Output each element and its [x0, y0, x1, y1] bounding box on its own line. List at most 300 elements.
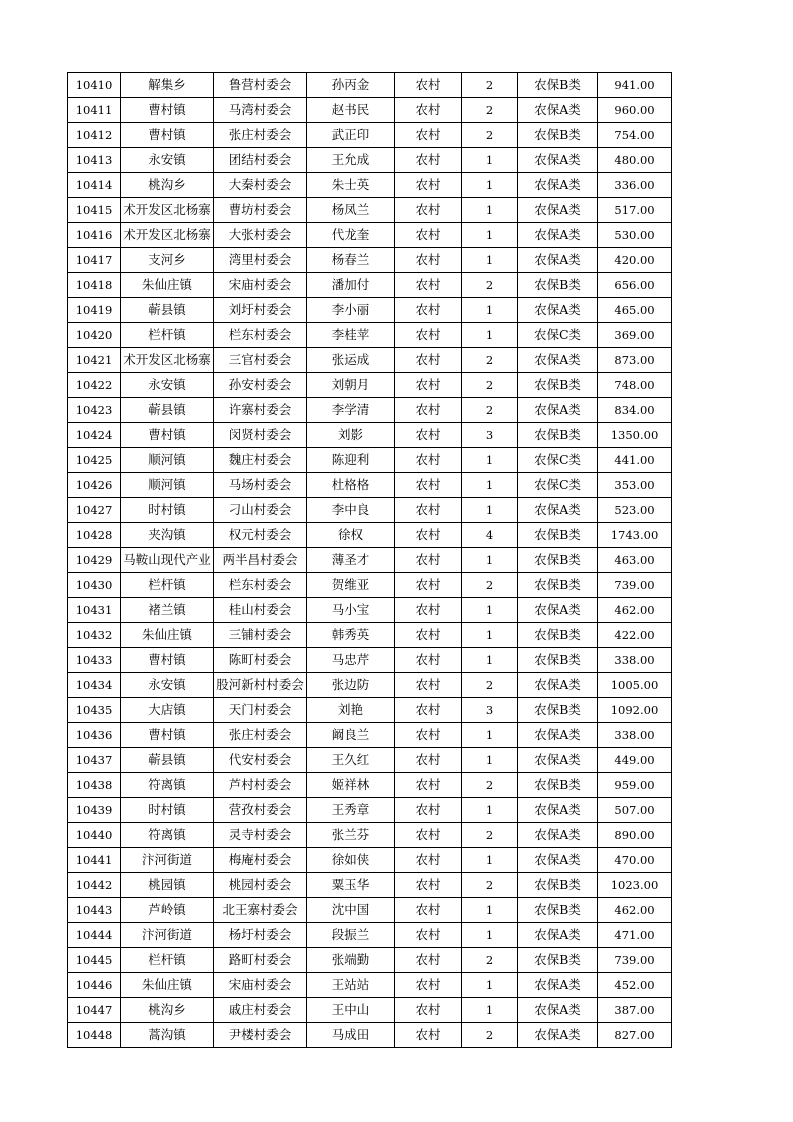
- cell-amount: 530.00: [598, 223, 672, 248]
- cell-record-id: 10417: [68, 248, 121, 273]
- table-row: [68, 573, 672, 598]
- cell-amount: 523.00: [598, 498, 672, 523]
- cell-area-type: 农村: [395, 248, 462, 273]
- cell-record-id: 10437: [68, 748, 121, 773]
- cell-record-id: 10425: [68, 448, 121, 473]
- cell-village-committee: 宋庙村委会: [214, 273, 307, 298]
- table-row: [68, 723, 672, 748]
- cell-village-committee: 芦村村委会: [214, 773, 307, 798]
- cell-household-count: 2: [462, 948, 518, 973]
- cell-township: 夹沟镇: [121, 523, 214, 548]
- cell-insurance-category: 农保A类: [518, 398, 598, 423]
- cell-household-count: 2: [462, 673, 518, 698]
- cell-insurance-category: 农保A类: [518, 223, 598, 248]
- cell-record-id: 10435: [68, 698, 121, 723]
- cell-area-type: 农村: [395, 323, 462, 348]
- cell-insurance-category: 农保B类: [518, 698, 598, 723]
- cell-township: 永安镇: [121, 673, 214, 698]
- cell-township: 支河乡: [121, 248, 214, 273]
- cell-village-committee: 权元村委会: [214, 523, 307, 548]
- cell-amount: 470.00: [598, 848, 672, 873]
- cell-insurance-category: 农保A类: [518, 848, 598, 873]
- cell-insurance-category: 农保C类: [518, 323, 598, 348]
- cell-record-id: 10423: [68, 398, 121, 423]
- cell-household-count: 2: [462, 573, 518, 598]
- cell-township: 朱仙庄镇: [121, 623, 214, 648]
- cell-household-count: 2: [462, 823, 518, 848]
- cell-record-id: 10431: [68, 598, 121, 623]
- cell-amount: 739.00: [598, 573, 672, 598]
- cell-township: 桃园镇: [121, 873, 214, 898]
- cell-person-name: 王站站: [307, 973, 395, 998]
- cell-record-id: 10447: [68, 998, 121, 1023]
- cell-person-name: 杨凤兰: [307, 198, 395, 223]
- table-row: [68, 398, 672, 423]
- cell-insurance-category: 农保A类: [518, 973, 598, 998]
- cell-household-count: 1: [462, 323, 518, 348]
- cell-person-name: 刘影: [307, 423, 395, 448]
- cell-household-count: 1: [462, 598, 518, 623]
- cell-township: 术开发区北杨寨: [121, 348, 214, 373]
- cell-village-committee: 营孜村委会: [214, 798, 307, 823]
- cell-insurance-category: 农保B类: [518, 73, 598, 98]
- table-row: [68, 748, 672, 773]
- cell-amount: 471.00: [598, 923, 672, 948]
- cell-household-count: 2: [462, 348, 518, 373]
- cell-household-count: 3: [462, 698, 518, 723]
- cell-amount: 449.00: [598, 748, 672, 773]
- cell-area-type: 农村: [395, 773, 462, 798]
- table-row: [68, 148, 672, 173]
- cell-insurance-category: 农保B类: [518, 523, 598, 548]
- cell-village-committee: 戚庄村委会: [214, 998, 307, 1023]
- cell-village-committee: 闵贤村委会: [214, 423, 307, 448]
- cell-area-type: 农村: [395, 573, 462, 598]
- cell-record-id: 10424: [68, 423, 121, 448]
- table-row: [68, 448, 672, 473]
- cell-person-name: 刘朝月: [307, 373, 395, 398]
- cell-household-count: 2: [462, 873, 518, 898]
- cell-insurance-category: 农保B类: [518, 898, 598, 923]
- table-row: [68, 823, 672, 848]
- cell-record-id: 10430: [68, 573, 121, 598]
- cell-village-committee: 魏庄村委会: [214, 448, 307, 473]
- cell-village-committee: 灵寺村委会: [214, 823, 307, 848]
- table-row: [68, 198, 672, 223]
- cell-amount: 507.00: [598, 798, 672, 823]
- table-row: [68, 498, 672, 523]
- cell-village-committee: 梅庵村委会: [214, 848, 307, 873]
- cell-person-name: 王秀章: [307, 798, 395, 823]
- cell-amount: 656.00: [598, 273, 672, 298]
- cell-township: 汴河街道: [121, 923, 214, 948]
- cell-area-type: 农村: [395, 398, 462, 423]
- cell-village-committee: 三官村委会: [214, 348, 307, 373]
- cell-village-committee: 大张村委会: [214, 223, 307, 248]
- cell-amount: 941.00: [598, 73, 672, 98]
- cell-record-id: 10433: [68, 648, 121, 673]
- cell-record-id: 10422: [68, 373, 121, 398]
- table-row: [68, 598, 672, 623]
- cell-record-id: 10448: [68, 1023, 121, 1048]
- cell-person-name: 姬祥林: [307, 773, 395, 798]
- cell-insurance-category: 农保B类: [518, 648, 598, 673]
- cell-amount: 353.00: [598, 473, 672, 498]
- cell-village-committee: 路町村委会: [214, 948, 307, 973]
- cell-area-type: 农村: [395, 473, 462, 498]
- cell-township: 顺河镇: [121, 448, 214, 473]
- cell-record-id: 10439: [68, 798, 121, 823]
- cell-record-id: 10444: [68, 923, 121, 948]
- cell-record-id: 10445: [68, 948, 121, 973]
- cell-amount: 338.00: [598, 723, 672, 748]
- cell-village-committee: 天门村委会: [214, 698, 307, 723]
- cell-township: 蕲县镇: [121, 298, 214, 323]
- cell-person-name: 杜格格: [307, 473, 395, 498]
- cell-area-type: 农村: [395, 873, 462, 898]
- table-row: [68, 523, 672, 548]
- cell-township: 术开发区北杨寨: [121, 223, 214, 248]
- cell-person-name: 粟玉华: [307, 873, 395, 898]
- cell-household-count: 1: [462, 173, 518, 198]
- cell-township: 符离镇: [121, 823, 214, 848]
- cell-record-id: 10432: [68, 623, 121, 648]
- cell-township: 曹村镇: [121, 723, 214, 748]
- cell-amount: 959.00: [598, 773, 672, 798]
- cell-household-count: 4: [462, 523, 518, 548]
- cell-area-type: 农村: [395, 373, 462, 398]
- cell-person-name: 李小丽: [307, 298, 395, 323]
- cell-amount: 462.00: [598, 898, 672, 923]
- cell-insurance-category: 农保A类: [518, 748, 598, 773]
- cell-person-name: 孙丙金: [307, 73, 395, 98]
- table-body: [68, 73, 672, 1048]
- cell-person-name: 张兰芬: [307, 823, 395, 848]
- cell-village-committee: 代安村委会: [214, 748, 307, 773]
- cell-household-count: 1: [462, 448, 518, 473]
- cell-record-id: 10419: [68, 298, 121, 323]
- cell-household-count: 2: [462, 373, 518, 398]
- cell-insurance-category: 农保B类: [518, 873, 598, 898]
- cell-village-committee: 陈町村委会: [214, 648, 307, 673]
- cell-household-count: 1: [462, 723, 518, 748]
- cell-village-committee: 刁山村委会: [214, 498, 307, 523]
- cell-insurance-category: 农保A类: [518, 998, 598, 1023]
- cell-household-count: 2: [462, 98, 518, 123]
- cell-village-committee: 宋庙村委会: [214, 973, 307, 998]
- cell-amount: 748.00: [598, 373, 672, 398]
- cell-village-committee: 三铺村委会: [214, 623, 307, 648]
- cell-insurance-category: 农保C类: [518, 473, 598, 498]
- cell-person-name: 王允成: [307, 148, 395, 173]
- cell-household-count: 2: [462, 123, 518, 148]
- cell-person-name: 张端勤: [307, 948, 395, 973]
- cell-township: 桃沟乡: [121, 998, 214, 1023]
- cell-amount: 827.00: [598, 1023, 672, 1048]
- cell-person-name: 张运成: [307, 348, 395, 373]
- cell-village-committee: 股河新村村委会: [214, 673, 307, 698]
- cell-township: 褚兰镇: [121, 598, 214, 623]
- cell-person-name: 刘艳: [307, 698, 395, 723]
- cell-amount: 1092.00: [598, 698, 672, 723]
- cell-amount: 834.00: [598, 398, 672, 423]
- cell-household-count: 1: [462, 473, 518, 498]
- cell-person-name: 韩秀英: [307, 623, 395, 648]
- table-row: [68, 98, 672, 123]
- cell-insurance-category: 农保B类: [518, 573, 598, 598]
- cell-township: 蕲县镇: [121, 748, 214, 773]
- cell-person-name: 陈迎利: [307, 448, 395, 473]
- cell-household-count: 1: [462, 998, 518, 1023]
- cell-insurance-category: 农保A类: [518, 823, 598, 848]
- cell-record-id: 10420: [68, 323, 121, 348]
- cell-amount: 422.00: [598, 623, 672, 648]
- cell-household-count: 2: [462, 1023, 518, 1048]
- cell-amount: 420.00: [598, 248, 672, 273]
- cell-person-name: 武正印: [307, 123, 395, 148]
- cell-insurance-category: 农保A类: [518, 498, 598, 523]
- table-row: [68, 848, 672, 873]
- cell-insurance-category: 农保A类: [518, 598, 598, 623]
- cell-township: 符离镇: [121, 773, 214, 798]
- cell-insurance-category: 农保B类: [518, 948, 598, 973]
- cell-township: 永安镇: [121, 373, 214, 398]
- table-row: [68, 548, 672, 573]
- cell-insurance-category: 农保B类: [518, 773, 598, 798]
- cell-area-type: 农村: [395, 748, 462, 773]
- cell-household-count: 1: [462, 898, 518, 923]
- cell-village-committee: 北王寨村委会: [214, 898, 307, 923]
- cell-township: 时村镇: [121, 498, 214, 523]
- table-row: [68, 323, 672, 348]
- cell-township: 朱仙庄镇: [121, 973, 214, 998]
- cell-amount: 336.00: [598, 173, 672, 198]
- cell-amount: 739.00: [598, 948, 672, 973]
- table-row: [68, 423, 672, 448]
- cell-area-type: 农村: [395, 898, 462, 923]
- cell-household-count: 1: [462, 198, 518, 223]
- table-row: [68, 648, 672, 673]
- cell-village-committee: 尹楼村委会: [214, 1023, 307, 1048]
- cell-household-count: 2: [462, 398, 518, 423]
- cell-person-name: 王久红: [307, 748, 395, 773]
- cell-person-name: 段振兰: [307, 923, 395, 948]
- cell-person-name: 朱士英: [307, 173, 395, 198]
- cell-amount: 1743.00: [598, 523, 672, 548]
- table-row: [68, 73, 672, 98]
- cell-township: 术开发区北杨寨: [121, 198, 214, 223]
- cell-record-id: 10416: [68, 223, 121, 248]
- cell-area-type: 农村: [395, 73, 462, 98]
- cell-household-count: 2: [462, 73, 518, 98]
- cell-record-id: 10442: [68, 873, 121, 898]
- cell-household-count: 1: [462, 798, 518, 823]
- cell-village-committee: 马湾村委会: [214, 98, 307, 123]
- cell-insurance-category: 农保A类: [518, 798, 598, 823]
- cell-insurance-category: 农保A类: [518, 723, 598, 748]
- cell-record-id: 10413: [68, 148, 121, 173]
- table-row: [68, 223, 672, 248]
- cell-village-committee: 桃园村委会: [214, 873, 307, 898]
- cell-household-count: 1: [462, 623, 518, 648]
- table-row: [68, 173, 672, 198]
- cell-record-id: 10415: [68, 198, 121, 223]
- cell-record-id: 10421: [68, 348, 121, 373]
- cell-amount: 462.00: [598, 598, 672, 623]
- cell-area-type: 农村: [395, 798, 462, 823]
- cell-township: 永安镇: [121, 148, 214, 173]
- cell-village-committee: 团结村委会: [214, 148, 307, 173]
- cell-person-name: 李桂苹: [307, 323, 395, 348]
- cell-insurance-category: 农保A类: [518, 348, 598, 373]
- cell-person-name: 杨春兰: [307, 248, 395, 273]
- cell-person-name: 马小宝: [307, 598, 395, 623]
- table-row: [68, 998, 672, 1023]
- cell-person-name: 沈中国: [307, 898, 395, 923]
- cell-person-name: 王中山: [307, 998, 395, 1023]
- cell-record-id: 10443: [68, 898, 121, 923]
- cell-person-name: 代龙奎: [307, 223, 395, 248]
- cell-person-name: 李中良: [307, 498, 395, 523]
- cell-record-id: 10426: [68, 473, 121, 498]
- cell-household-count: 3: [462, 423, 518, 448]
- cell-area-type: 农村: [395, 298, 462, 323]
- cell-person-name: 马忠芹: [307, 648, 395, 673]
- cell-amount: 452.00: [598, 973, 672, 998]
- cell-township: 曹村镇: [121, 648, 214, 673]
- cell-amount: 463.00: [598, 548, 672, 573]
- cell-person-name: 张边防: [307, 673, 395, 698]
- table-row: [68, 273, 672, 298]
- cell-amount: 517.00: [598, 198, 672, 223]
- cell-insurance-category: 农保B类: [518, 623, 598, 648]
- table-row: [68, 873, 672, 898]
- cell-insurance-category: 农保B类: [518, 273, 598, 298]
- cell-insurance-category: 农保A类: [518, 148, 598, 173]
- table-row: [68, 623, 672, 648]
- cell-amount: 465.00: [598, 298, 672, 323]
- cell-insurance-category: 农保A类: [518, 1023, 598, 1048]
- cell-area-type: 农村: [395, 623, 462, 648]
- cell-record-id: 10438: [68, 773, 121, 798]
- cell-township: 时村镇: [121, 798, 214, 823]
- cell-amount: 387.00: [598, 998, 672, 1023]
- cell-record-id: 10411: [68, 98, 121, 123]
- table-row: [68, 923, 672, 948]
- cell-area-type: 农村: [395, 723, 462, 748]
- cell-household-count: 1: [462, 548, 518, 573]
- table-row: [68, 348, 672, 373]
- table-row: [68, 798, 672, 823]
- cell-person-name: 潘加付: [307, 273, 395, 298]
- cell-person-name: 阚良兰: [307, 723, 395, 748]
- cell-record-id: 10418: [68, 273, 121, 298]
- cell-person-name: 徐权: [307, 523, 395, 548]
- cell-area-type: 农村: [395, 448, 462, 473]
- cell-township: 芦岭镇: [121, 898, 214, 923]
- table-row: [68, 773, 672, 798]
- cell-area-type: 农村: [395, 173, 462, 198]
- cell-area-type: 农村: [395, 423, 462, 448]
- cell-village-committee: 曹坊村委会: [214, 198, 307, 223]
- cell-township: 曹村镇: [121, 98, 214, 123]
- cell-household-count: 1: [462, 223, 518, 248]
- table-row: [68, 298, 672, 323]
- cell-village-committee: 两半昌村委会: [214, 548, 307, 573]
- cell-person-name: 薄圣才: [307, 548, 395, 573]
- cell-township: 解集乡: [121, 73, 214, 98]
- cell-area-type: 农村: [395, 848, 462, 873]
- table-row: [68, 123, 672, 148]
- cell-area-type: 农村: [395, 523, 462, 548]
- cell-record-id: 10441: [68, 848, 121, 873]
- cell-area-type: 农村: [395, 673, 462, 698]
- cell-amount: 338.00: [598, 648, 672, 673]
- cell-person-name: 贺维亚: [307, 573, 395, 598]
- cell-village-committee: 鲁营村委会: [214, 73, 307, 98]
- cell-area-type: 农村: [395, 998, 462, 1023]
- cell-area-type: 农村: [395, 148, 462, 173]
- cell-person-name: 赵书民: [307, 98, 395, 123]
- cell-person-name: 马成田: [307, 1023, 395, 1048]
- cell-insurance-category: 农保A类: [518, 98, 598, 123]
- cell-township: 朱仙庄镇: [121, 273, 214, 298]
- cell-household-count: 1: [462, 748, 518, 773]
- cell-record-id: 10446: [68, 973, 121, 998]
- cell-township: 桃沟乡: [121, 173, 214, 198]
- cell-area-type: 农村: [395, 1023, 462, 1048]
- cell-household-count: 2: [462, 773, 518, 798]
- cell-township: 蕲县镇: [121, 398, 214, 423]
- cell-township: 马鞍山现代产业: [121, 548, 214, 573]
- cell-insurance-category: 农保B类: [518, 548, 598, 573]
- cell-insurance-category: 农保A类: [518, 248, 598, 273]
- cell-person-name: 李学清: [307, 398, 395, 423]
- cell-township: 汴河街道: [121, 848, 214, 873]
- cell-household-count: 1: [462, 848, 518, 873]
- cell-record-id: 10412: [68, 123, 121, 148]
- cell-insurance-category: 农保A类: [518, 173, 598, 198]
- cell-area-type: 农村: [395, 123, 462, 148]
- cell-record-id: 10427: [68, 498, 121, 523]
- cell-area-type: 农村: [395, 973, 462, 998]
- cell-record-id: 10436: [68, 723, 121, 748]
- cell-insurance-category: 农保C类: [518, 448, 598, 473]
- cell-household-count: 1: [462, 298, 518, 323]
- cell-amount: 1023.00: [598, 873, 672, 898]
- cell-village-committee: 马场村委会: [214, 473, 307, 498]
- cell-household-count: 1: [462, 923, 518, 948]
- cell-area-type: 农村: [395, 548, 462, 573]
- cell-township: 大店镇: [121, 698, 214, 723]
- cell-amount: 754.00: [598, 123, 672, 148]
- cell-area-type: 农村: [395, 273, 462, 298]
- cell-area-type: 农村: [395, 98, 462, 123]
- cell-insurance-category: 农保B类: [518, 423, 598, 448]
- table-row: [68, 1023, 672, 1048]
- cell-village-committee: 湾里村委会: [214, 248, 307, 273]
- table-row: [68, 898, 672, 923]
- table-row: [68, 473, 672, 498]
- cell-amount: 441.00: [598, 448, 672, 473]
- cell-person-name: 徐如侠: [307, 848, 395, 873]
- cell-township: 曹村镇: [121, 123, 214, 148]
- cell-amount: 960.00: [598, 98, 672, 123]
- cell-record-id: 10410: [68, 73, 121, 98]
- cell-village-committee: 张庄村委会: [214, 723, 307, 748]
- cell-record-id: 10440: [68, 823, 121, 848]
- cell-township: 曹村镇: [121, 423, 214, 448]
